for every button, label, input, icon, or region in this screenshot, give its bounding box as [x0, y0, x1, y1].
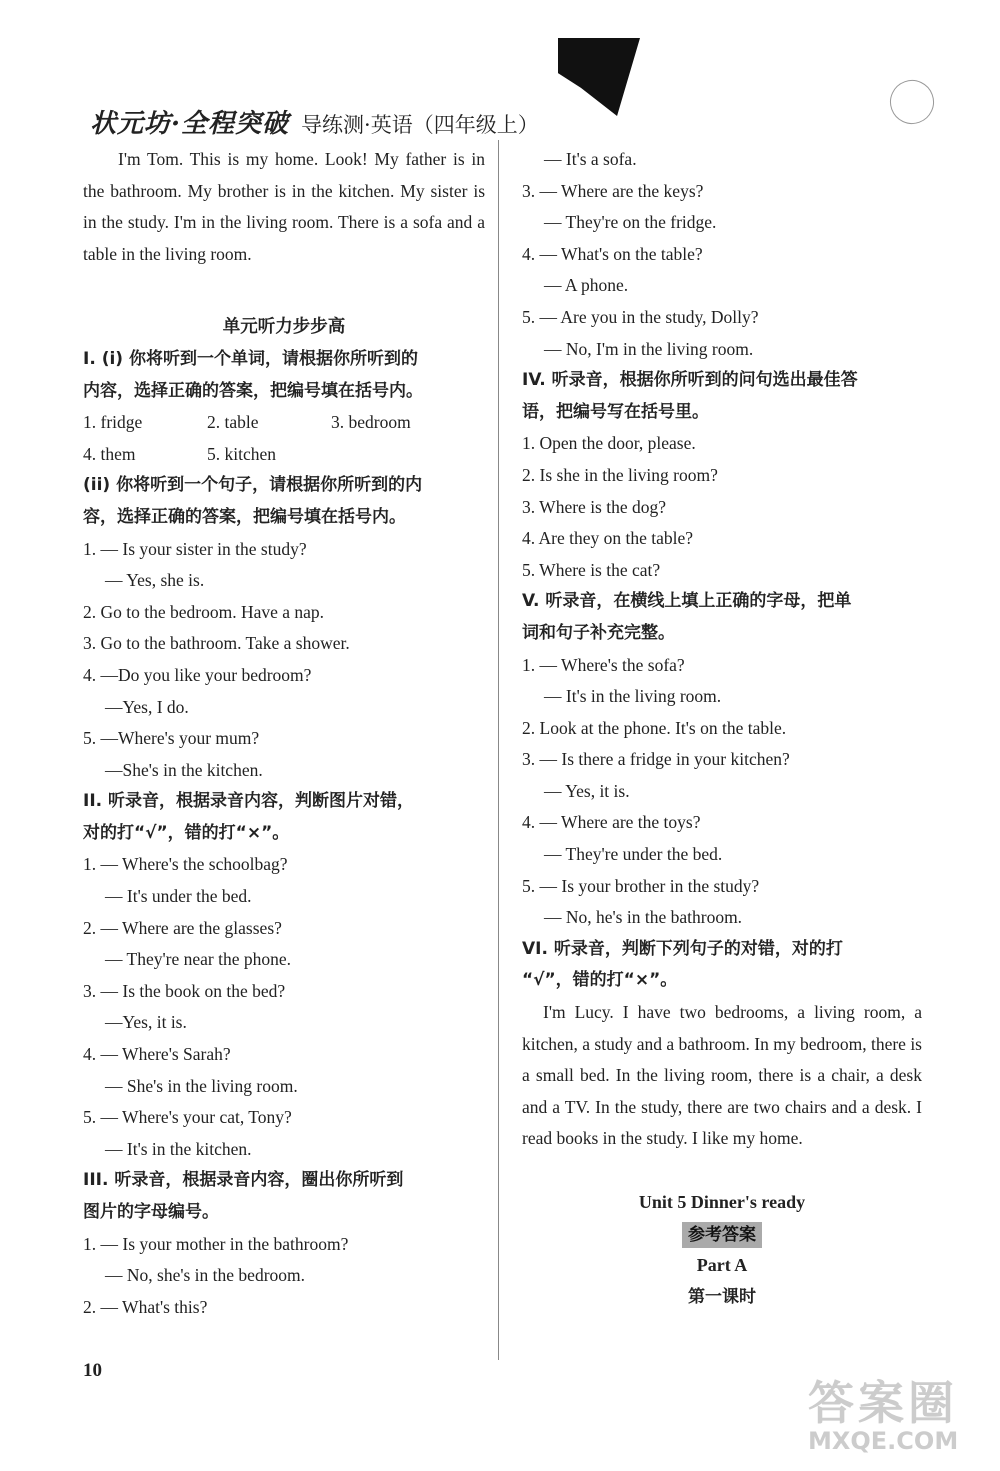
dialog-line: 5. — Where's your cat, Tony? — [83, 1107, 292, 1128]
part-label: Part A — [696, 1255, 748, 1276]
part5-heading-line1: V. 听录音，在横线上填上正确的字母，把单 — [522, 591, 852, 612]
left-column — [83, 144, 485, 1323]
part5-heading-line2: 词和句子补充完整。 — [522, 622, 675, 643]
part2-heading-line1: II. 听录音，根据录音内容，判断图片对错， — [83, 791, 415, 812]
part2-heading-line2: 对的打“√”，错的打“×”。 — [83, 822, 290, 843]
dialog-line: 1. — Is your sister in the study? — [83, 538, 307, 559]
part1-ii-heading-line2: 容，选择正确的答案，把编号填在括号内。 — [83, 506, 406, 527]
dialog-line: 2. — Where are the glasses? — [83, 917, 282, 938]
dialog-line: — No, he's in the bathroom. — [544, 907, 743, 928]
dialog-line: — It's under the bed. — [105, 886, 252, 907]
part1-ii-heading-line1: (ii) 你将听到一个句子，请根据你所听到的内 — [83, 475, 423, 496]
question-line: 2. Is she in the living room? — [522, 464, 718, 485]
answer-badge-row — [522, 1219, 922, 1251]
column-divider — [498, 140, 499, 1360]
dialog-line: 3. — Is there a fridge in your kitchen? — [522, 749, 790, 770]
dialog-line: 5. —Where's your mum? — [83, 728, 260, 749]
header-subtitle: 导练测·英语（四年级上） — [301, 113, 539, 137]
section-title: 单元听力步步高 — [222, 317, 346, 338]
dialog-line: 2. Look at the phone. It's on the table. — [522, 717, 787, 738]
dialog-line: —She's in the kitchen. — [105, 759, 263, 780]
lesson-label: 第一课时 — [688, 1286, 756, 1307]
dialog-line: 3. — Where are the keys? — [522, 180, 704, 201]
dialog-line: — No, I'm in the living room. — [544, 338, 754, 359]
dialog-line: —Yes, I do. — [105, 696, 189, 717]
stamp-seal — [884, 74, 940, 130]
part3-heading-line2: 图片的字母编号。 — [83, 1202, 219, 1222]
right-column — [522, 144, 922, 1313]
answer-badge: 参考答案 — [682, 1222, 762, 1248]
question-line: 5. Where is the cat? — [522, 559, 661, 580]
part4-heading-line2: 语，把编号写在括号里。 — [522, 401, 709, 422]
unit-title: Unit 5 Dinner's ready — [638, 1192, 806, 1212]
part1-i-heading-line1: I. (i) 你将听到一个单词，请根据你所听到的 — [83, 348, 418, 369]
dialog-line: 2. — What's this? — [83, 1296, 208, 1317]
dialog-line: 5. — Are you in the study, Dolly? — [522, 306, 759, 327]
question-line: 1. Open the door, please. — [522, 433, 696, 454]
question-line: 3. Where is the dog? — [522, 496, 667, 517]
dialog-line: — It's in the living room. — [544, 686, 722, 707]
dialog-line: — Yes, it is. — [544, 780, 630, 801]
dialog-line: 2. Go to the bedroom. Have a nap. — [83, 601, 325, 622]
intro-paragraph: I'm Tom. This is my home. Look! My father is in the bathroom. My brother is in the kitchen. My sister is in the study. I'm in the living room. There is a sofa and a table in the living room. — [83, 149, 485, 264]
part3-heading-line1: III. 听录音，根据录音内容，圈出你所听到 — [83, 1170, 404, 1191]
page-number: 10 — [83, 1360, 102, 1381]
word-item: 4. them — [83, 443, 136, 464]
word-item: 2. table — [207, 412, 259, 433]
page-header — [90, 103, 539, 139]
part6-heading-line1: VI. 听录音，判断下列句子的对错，对的打 — [522, 938, 843, 959]
header-brand: 状元坊·全程突破 — [90, 109, 290, 139]
word-row-2 — [83, 439, 485, 471]
dialog-line: 4. —Do you like your bedroom? — [83, 664, 312, 685]
word-item: 3. bedroom — [331, 412, 411, 433]
dialog-line: 4. — Where's Sarah? — [83, 1044, 231, 1065]
dialog-line: — A phone. — [544, 275, 629, 296]
dialog-line: — No, she's in the bedroom. — [105, 1265, 306, 1286]
passage-paragraph: I'm Lucy. I have two bedrooms, a living room, a kitchen, a study and a bathroom. In my bedroom, there is a small bed. In the living room, there is a chair, a desk and a TV. In the study, there are two chairs and a desk. I read books in the study. I like my home. — [522, 1002, 922, 1149]
dialog-line: 3. — Is the book on the bed? — [83, 980, 286, 1001]
word-item: 5. kitchen — [207, 443, 277, 464]
dialog-line: 1. — Where's the schoolbag? — [83, 854, 288, 875]
word-row-1 — [83, 407, 485, 439]
dialog-line: — She's in the living room. — [105, 1075, 298, 1096]
dialog-line: 1. — Where's the sofa? — [522, 654, 685, 675]
dialog-line: — They're on the fridge. — [544, 212, 717, 233]
word-item: 1. fridge — [83, 412, 143, 433]
dialog-line: 4. — What's on the table? — [522, 243, 703, 264]
part4-heading-line1: IV. 听录音，根据你所听到的问句选出最佳答 — [522, 370, 858, 391]
dialog-line: 1. — Is your mother in the bathroom? — [83, 1233, 349, 1254]
part6-heading-line2: “√”，错的打“×”。 — [522, 970, 678, 991]
dialog-line: — They're near the phone. — [105, 949, 292, 970]
dialog-line: — It's in the kitchen. — [105, 1138, 252, 1159]
part1-i-heading-line2: 内容，选择正确的答案，把编号填在括号内。 — [83, 380, 423, 401]
dialog-line: — It's a sofa. — [544, 149, 637, 169]
watermark-logo-text: 答案圈 — [808, 1376, 958, 1430]
watermark — [808, 1378, 958, 1454]
dialog-line: — Yes, she is. — [105, 570, 205, 591]
question-line: 4. Are they on the table? — [522, 528, 694, 549]
watermark-url: MXQE.COM — [808, 1427, 959, 1455]
dialog-line: —Yes, it is. — [105, 1012, 187, 1033]
corner-tab-decoration — [558, 38, 640, 116]
dialog-line: 4. — Where are the toys? — [522, 812, 701, 833]
dialog-line: 5. — Is your brother in the study? — [522, 875, 760, 896]
dialog-line: — They're under the bed. — [544, 844, 723, 865]
dialog-line: 3. Go to the bathroom. Take a shower. — [83, 633, 350, 654]
